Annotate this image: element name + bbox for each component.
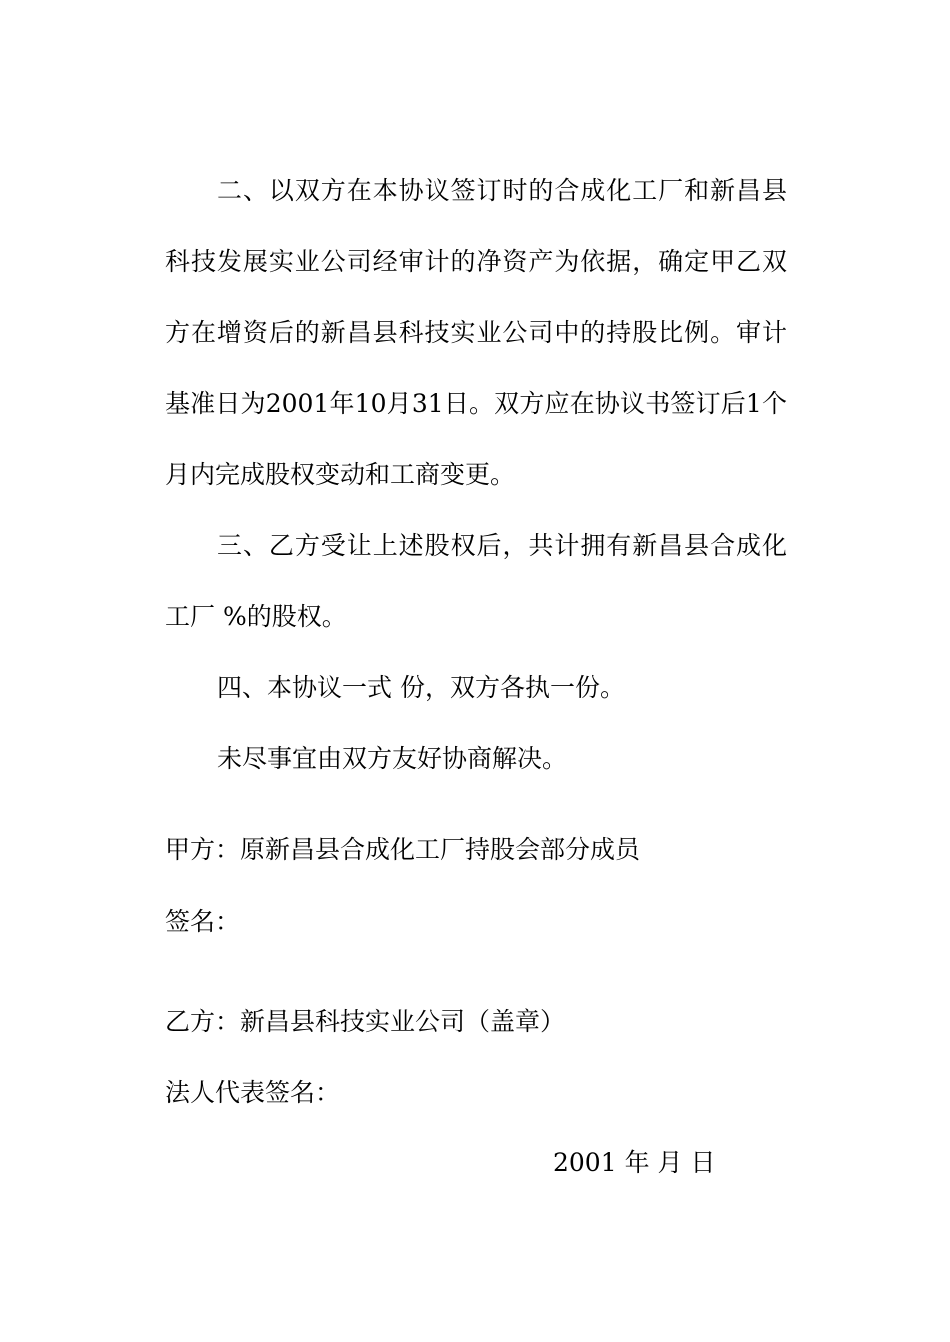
party-a-signature-line: 签名： [165,907,241,936]
clause-four: 四、本协议一式 份，双方各执一份。 [217,673,625,702]
closing-statement: 未尽事宜由双方友好协商解决。 [217,744,568,773]
party-b-line: 乙方：新昌县科技实业公司（盖章） [165,1007,566,1036]
party-b-signature-line: 法人代表签名： [165,1078,341,1107]
signing-date: 2001 年 月 日 [553,1148,716,1177]
party-a-line: 甲方：原新昌县合成化工厂持股会部分成员 [165,835,641,864]
clause-two: 二、以双方在本协议签订时的合成化工厂和新昌县科技发展实业公司经审计的净资产为依据，确定甲乙双方在增资后的新昌县科技实业公司中的持股比例。审计基准日为2001年10月31日。双方应在协议书签订后1个月内完成股权变动和工商变更。 [165,176,787,489]
clause-three: 三、乙方受让上述股权后，共计拥有新昌县合成化工厂 %的股权。 [165,531,787,631]
